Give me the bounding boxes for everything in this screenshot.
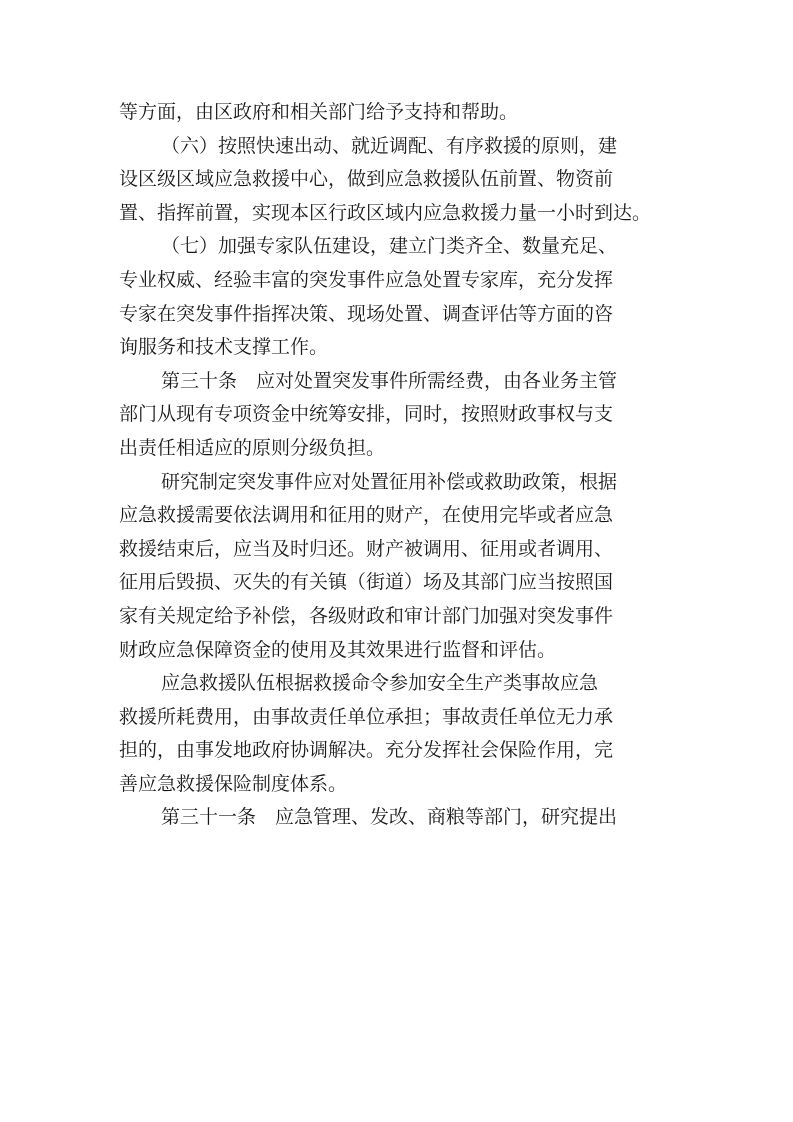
compensation-paragraph-line-5: 家有关规定给予补偿，各级财政和审计部门加强对突发事件 — [119, 604, 614, 627]
article-thirty-one-line-1: 第三十一条 应急管理、发改、商粮等部门，研究提出 — [161, 806, 618, 829]
rescue-cost-paragraph-line-4: 善应急救援保险制度体系。 — [119, 772, 348, 795]
paragraph-six-line-3: 置、指挥前置，实现本区行政区域内应急救援力量一小时到达。 — [119, 201, 652, 224]
rescue-cost-paragraph-line-3: 担的，由事发地政府协调解决。充分发挥社会保险作用，完 — [119, 739, 614, 762]
paragraph-seven-line-2: 专业权威、经验丰富的突发事件应急处置专家库，充分发挥 — [119, 268, 614, 291]
rescue-cost-paragraph-line-2: 救援所耗费用，由事故责任单位承担；事故责任单位无力承 — [119, 705, 614, 728]
compensation-paragraph-line-1: 研究制定突发事件应对处置征用补偿或救助政策，根据 — [161, 470, 618, 493]
paragraph-seven-line-4: 询服务和技术支撑工作。 — [119, 336, 329, 359]
compensation-paragraph-line-3: 救援结束后，应当及时归还。财产被调用、征用或者调用、 — [119, 537, 614, 560]
text-line-1: 等方面，由区政府和相关部门给予支持和帮助。 — [119, 101, 519, 123]
paragraph-six-line-2: 设区级区域应急救援中心，做到应急救援队伍前置、物资前 — [119, 168, 614, 191]
rescue-cost-paragraph-line-1: 应急救援队伍根据救援命令参加安全生产类事故应急 — [161, 672, 599, 695]
compensation-paragraph-line-4: 征用后毁损、灭失的有关镇（街道）场及其部门应当按照国 — [119, 571, 614, 594]
paragraph-seven-line-3: 专家在突发事件指挥决策、现场处置、调查评估等方面的咨 — [119, 302, 614, 325]
compensation-paragraph-line-2: 应急救援需要依法调用和征用的财产，在使用完毕或者应急 — [119, 504, 614, 527]
paragraph-seven-line-1: （七）加强专家队伍建设，建立门类齐全、数量充足、 — [161, 235, 618, 258]
article-thirty-line-1: 第三十条 应对处置突发事件所需经费，由各业务主管 — [161, 369, 618, 392]
document-body — [119, 96, 679, 835]
paragraph-six-line-1: （六）按照快速出动、就近调配、有序救援的原则，建 — [161, 134, 618, 157]
article-thirty-line-2: 部门从现有专项资金中统筹安排，同时，按照财政事权与支 — [119, 403, 614, 426]
compensation-paragraph-line-6: 财政应急保障资金的使用及其效果进行监督和评估。 — [119, 638, 557, 661]
article-thirty-line-3: 出责任相适应的原则分级负担。 — [119, 436, 386, 459]
